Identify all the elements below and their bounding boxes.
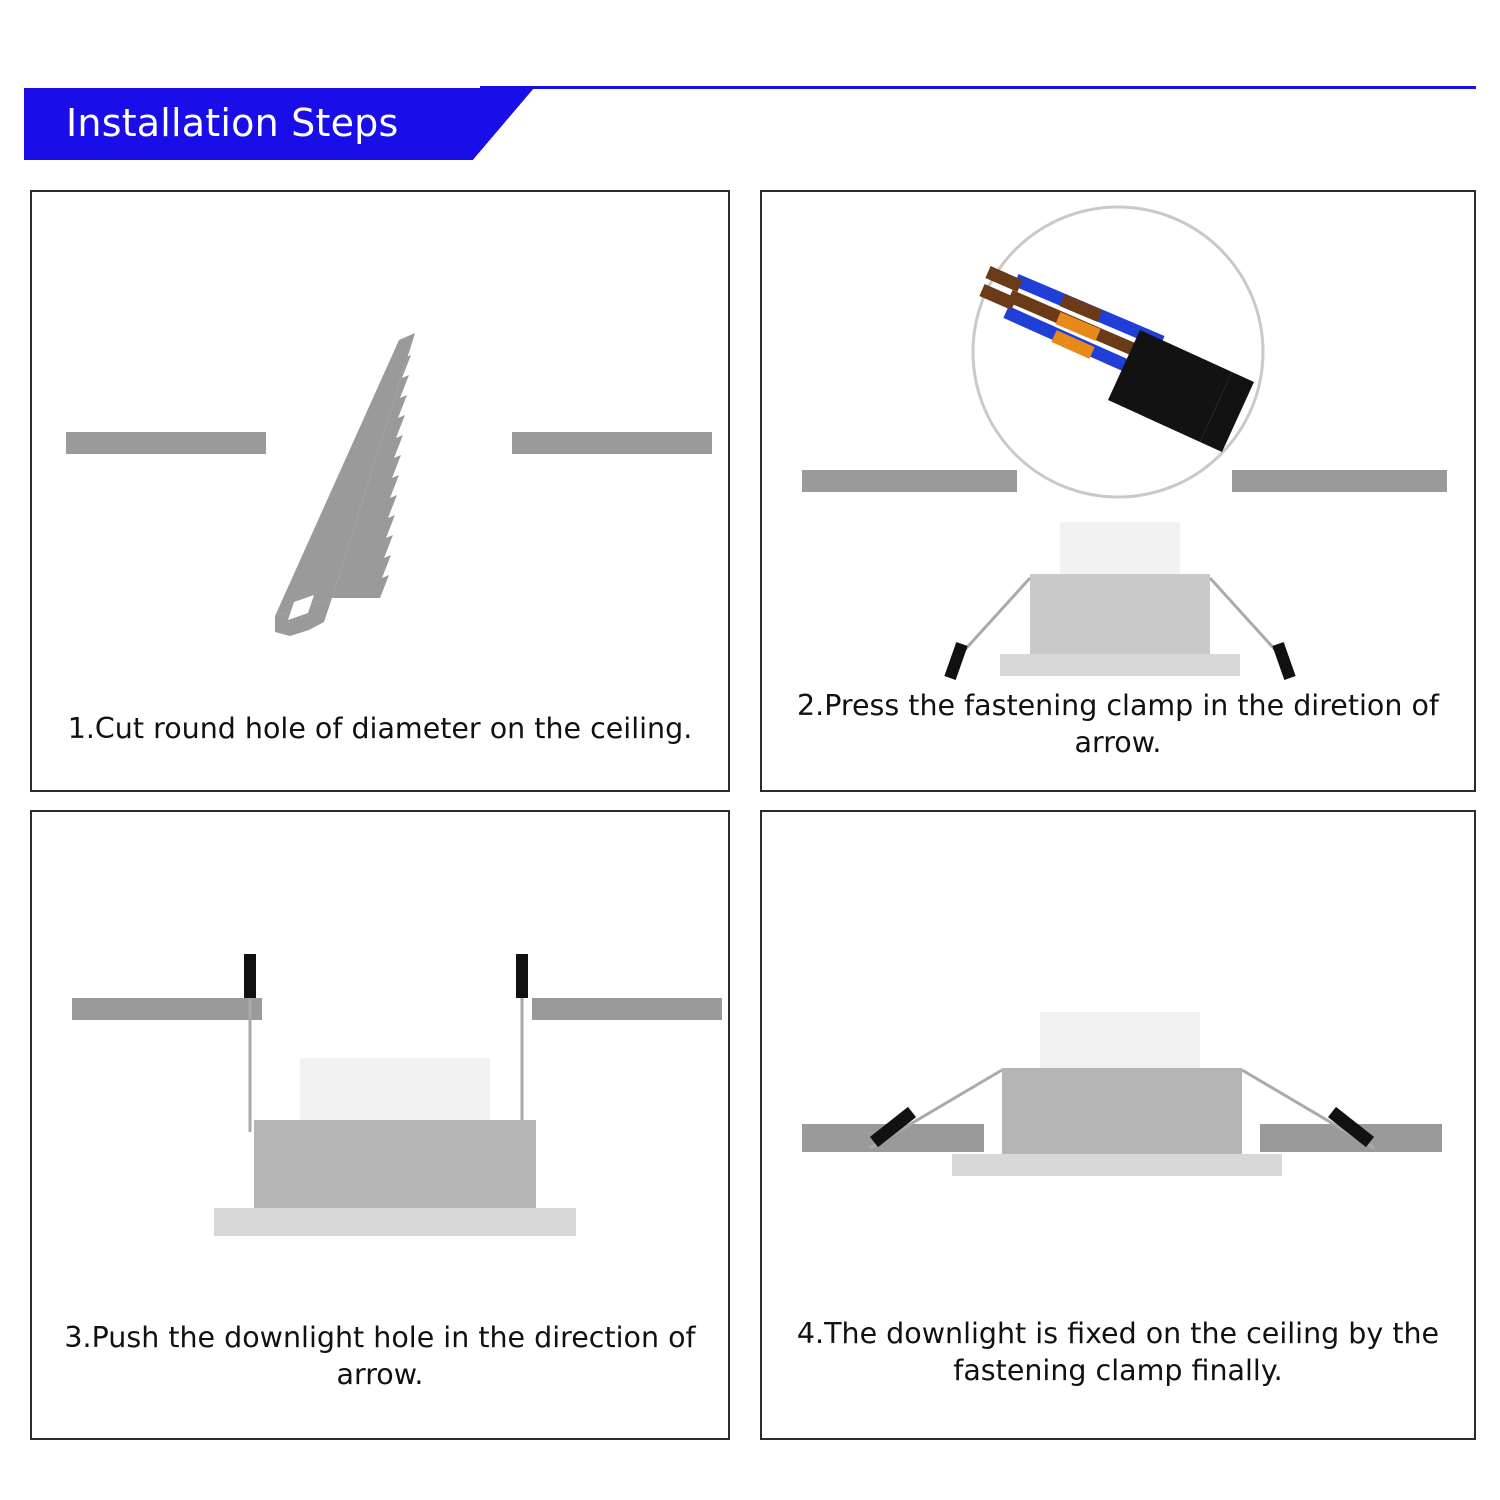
ceiling-slab-left-icon bbox=[802, 470, 1017, 492]
ceiling-slab-right-icon bbox=[532, 998, 722, 1020]
step-panel-3 bbox=[30, 810, 730, 1440]
step-1-illustration bbox=[32, 192, 728, 662]
fastening-clamp-right-icon bbox=[1278, 644, 1290, 678]
step-4-illustration bbox=[762, 812, 1474, 1312]
step-2-illustration bbox=[762, 192, 1474, 712]
wire-magnifier-icon bbox=[973, 207, 1263, 497]
step-panel-4 bbox=[760, 810, 1476, 1440]
ceiling-slab-left-icon bbox=[66, 432, 266, 454]
steps-grid bbox=[30, 190, 1476, 1440]
downlight-installed-icon bbox=[952, 1012, 1282, 1176]
step-3-illustration bbox=[32, 812, 728, 1312]
step-4-caption: 4.The downlight is fixed on the ceiling by the fastening clamp finally. bbox=[796, 1316, 1440, 1388]
page-title: Installation Steps bbox=[66, 101, 399, 146]
header-divider bbox=[480, 86, 1476, 89]
ceiling-slab-right-icon bbox=[512, 432, 712, 454]
ceiling-slab-left-icon bbox=[72, 998, 262, 1020]
step-2-caption: 2.Press the fastening clamp in the diretion of arrow. bbox=[797, 688, 1439, 760]
ceiling-slab-right-icon bbox=[1232, 470, 1447, 492]
step-panel-1 bbox=[30, 190, 730, 792]
header-banner bbox=[24, 88, 534, 160]
step-1-caption: 1.Cut round hole of diameter on the ceiling. bbox=[67, 712, 693, 746]
handsaw-icon bbox=[275, 333, 415, 636]
fastening-clamp-left-icon bbox=[950, 644, 962, 678]
downlight-body-icon bbox=[950, 522, 1290, 678]
step-3-caption: 3.Push the downlight hole in the direction of arrow. bbox=[64, 1320, 696, 1392]
step-panel-2 bbox=[760, 190, 1476, 792]
